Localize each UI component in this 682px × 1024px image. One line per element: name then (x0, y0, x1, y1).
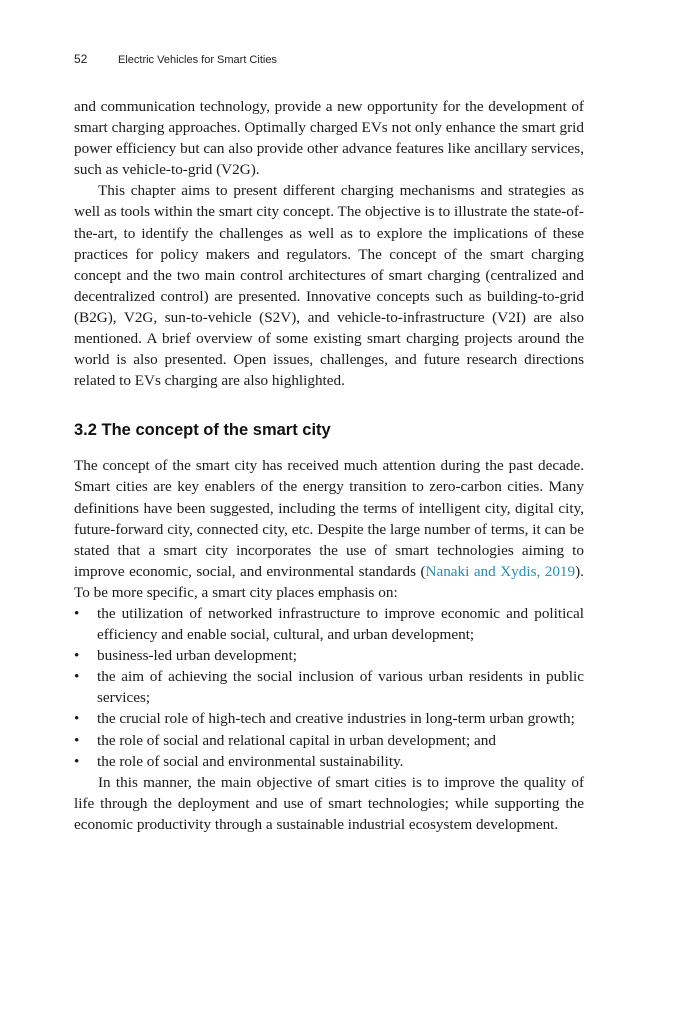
section-heading: 3.2 The concept of the smart city (74, 421, 331, 440)
paragraph-chapter-aims: This chapter aims to present different charging mechanisms and strategies as well as tools within the smart city concept. The objective is to illustrate the state-of-the-art, to identify the challenges as well as to explore the implications of these practices for policy makers and regulators. The concept of the smart charging concept and the two main control architectures of smart charging (centralized and decentralized control) are presented. Innovative concepts such as building-to-grid (B2G), V2G, sun-to-vehicle (S2V), and vehicle-to-infrastructure (V2I) are also mentioned. A brief overview of some existing smart charging projects around the world is also presented. Open issues, challenges, and future research directions related to EVs charging are also highlighted. (74, 182, 584, 390)
list-item (74, 666, 584, 708)
paragraph-continuation: and communication technology, provide a new opportunity for the development of smart charging approaches. Optimally charged EVs not only enhance the smart grid power efficiency but can also provide other advance features like ancillary services, such as vehicle-to-grid (V2G). (74, 98, 584, 179)
list-item (74, 708, 584, 729)
bullet-icon: • (74, 668, 80, 686)
bullet-icon: • (74, 604, 80, 622)
list-item-text: the aim of achieving the social inclusion of various urban residents in public services; (97, 668, 584, 707)
list-item-text: business-led urban development; (97, 647, 297, 665)
list-item (74, 645, 584, 666)
citation-link[interactable]: Nanaki and Xydis, 2019 (425, 562, 576, 580)
paragraph-closing: In this manner, the main objective of smart cities is to improve the quality of life through the deployment and use of smart technologies; while supporting the economic productivity through a sustainable industrial ecosystem development. (74, 773, 584, 833)
list-item (74, 730, 584, 751)
page-body (74, 96, 584, 835)
page-number: 52 (74, 52, 88, 66)
list-item (74, 751, 584, 772)
paragraph-text-before-citation: The concept of the smart city has received much attention during the past decade. Smart cities are key enablers of the energy transition to zero-carbon cities. Many definitions have been suggested, including the terms of intelligent city, digital city, future-forward city, connected city, etc. Despite the large number of terms, it can be stated that a smart city incorporates the use of smart technologies aiming to improve economic, social, and environmental standards ( (74, 457, 584, 580)
list-item-text: the role of social and environmental sustainability. (97, 752, 404, 770)
bullet-icon: • (74, 752, 80, 770)
running-header (74, 52, 277, 66)
book-title: Electric Vehicles for Smart Cities (118, 54, 277, 66)
paragraph-smart-city-concept (74, 455, 584, 603)
bullet-icon: • (74, 731, 80, 749)
paragraph-text-after-citation: ). To be more specific, a smart city places emphasis on: (74, 562, 584, 601)
bullet-icon: • (74, 647, 80, 665)
list-item (74, 603, 584, 645)
emphasis-list (74, 603, 584, 772)
list-item-text: the role of social and relational capital in urban development; and (97, 731, 496, 749)
list-item-text: the utilization of networked infrastructure to improve economic and political efficiency and enable social, cultural, and urban development; (97, 604, 584, 644)
bullet-icon: • (74, 710, 80, 728)
list-item-text: the crucial role of high-tech and creative industries in long-term urban growth; (97, 710, 575, 728)
